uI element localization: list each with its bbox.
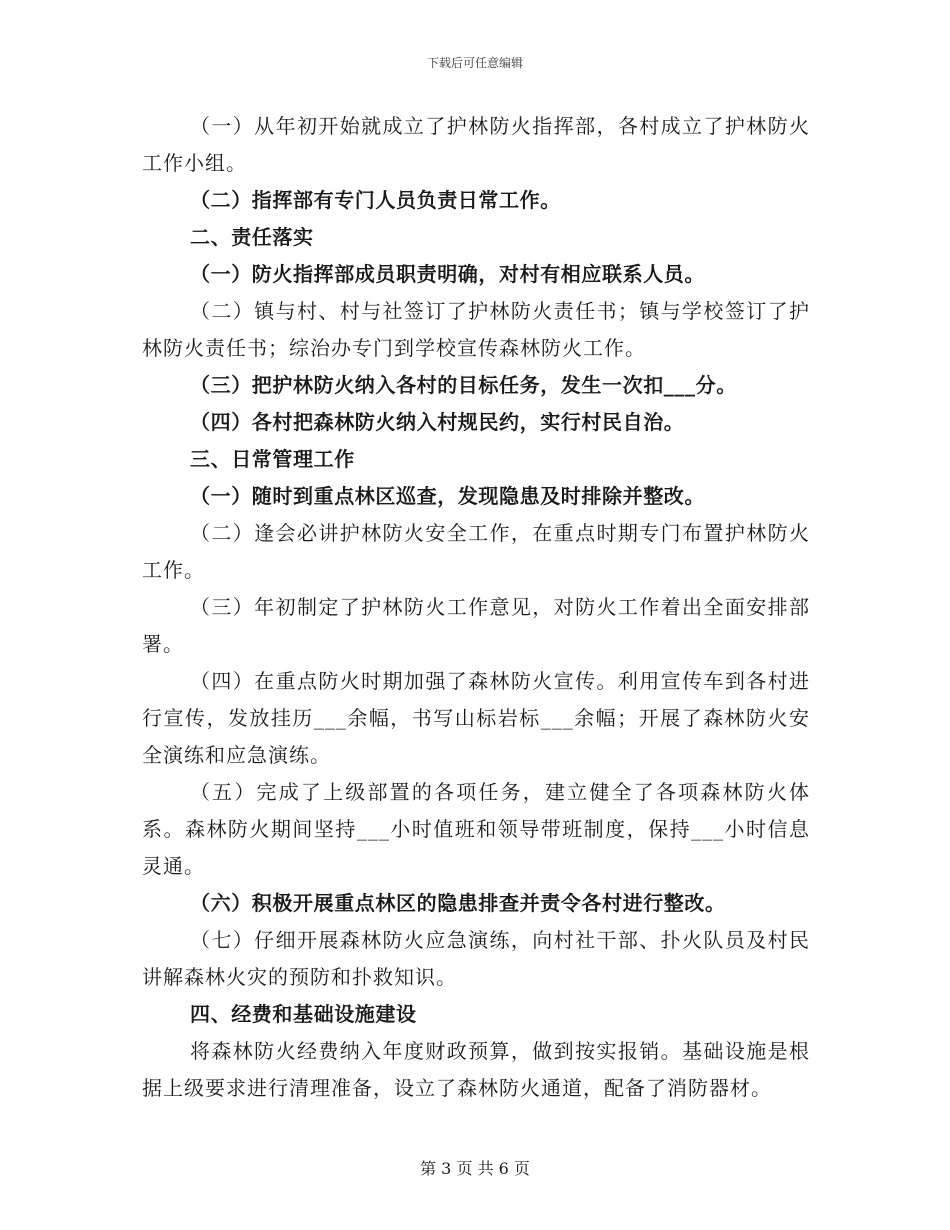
- section-heading-4: 四、经费和基础设施建设: [190, 1002, 417, 1026]
- paragraph-13: （五）完成了上级部置的各项任务，建立健全了各项森林防火体系。森林防火期间坚持___小时值班和领导带班制度，保持___小时信息灵通。: [142, 780, 810, 878]
- paragraph-1: （一）从年初开始就成立了护林防火指挥部，各村成立了护林防火工作小组。: [142, 114, 810, 175]
- paragraph-10: （二）逢会必讲护林防火安全工作，在重点时期专门布置护林防火工作。: [142, 521, 810, 582]
- paragraph-4: （一）防火指挥部成员职责明确，对村有相应联系人员。: [190, 262, 705, 286]
- paragraph-17: 将森林防火经费纳入年度财政预算，做到按实报销。基础设施是根据上级要求进行清理准备，设立了森林防火通道，配备了消防器材。: [142, 1039, 810, 1100]
- paragraph-9: （一）随时到重点林区巡查，发现隐患及时排除并整改。: [190, 484, 705, 508]
- page-footer: 第 3 页 共 6 页: [420, 1159, 530, 1178]
- section-heading-3: 三、日常管理工作: [190, 447, 355, 471]
- paragraph-14: （六）积极开展重点林区的隐患排查并责令各村进行整改。: [190, 891, 726, 915]
- paragraph-2: （二）指挥部有专门人员负责日常工作。: [190, 188, 561, 212]
- document-body: [142, 108, 810, 1107]
- paragraph-15: （七）仔细开展森林防火应急演练，向村社干部、扑火队员及村民讲解森林火灾的预防和扑救知识。: [142, 928, 810, 989]
- page-header: 下载后可任意编辑: [426, 56, 523, 70]
- paragraph-6: （三）把护林防火纳入各村的目标任务，发生一次扣___分。: [190, 373, 737, 397]
- paragraph-5: （二）镇与村、村与社签订了护林防火责任书；镇与学校签订了护林防火责任书；综治办专门到学校宣传森林防火工作。: [142, 299, 810, 360]
- paragraph-11: （三）年初制定了护林防火工作意见，对防火工作着出全面安排部署。: [142, 595, 810, 656]
- section-heading-2: 二、责任落实: [190, 225, 314, 249]
- paragraph-12: （四）在重点防火时期加强了森林防火宣传。利用宣传车到各村进行宣传，发放挂历___余幅，书写山标岩标___余幅；开展了森林防火安全演练和应急演练。: [142, 669, 810, 767]
- paragraph-7: （四）各村把森林防火纳入村规民约，实行村民自治。: [190, 410, 685, 434]
